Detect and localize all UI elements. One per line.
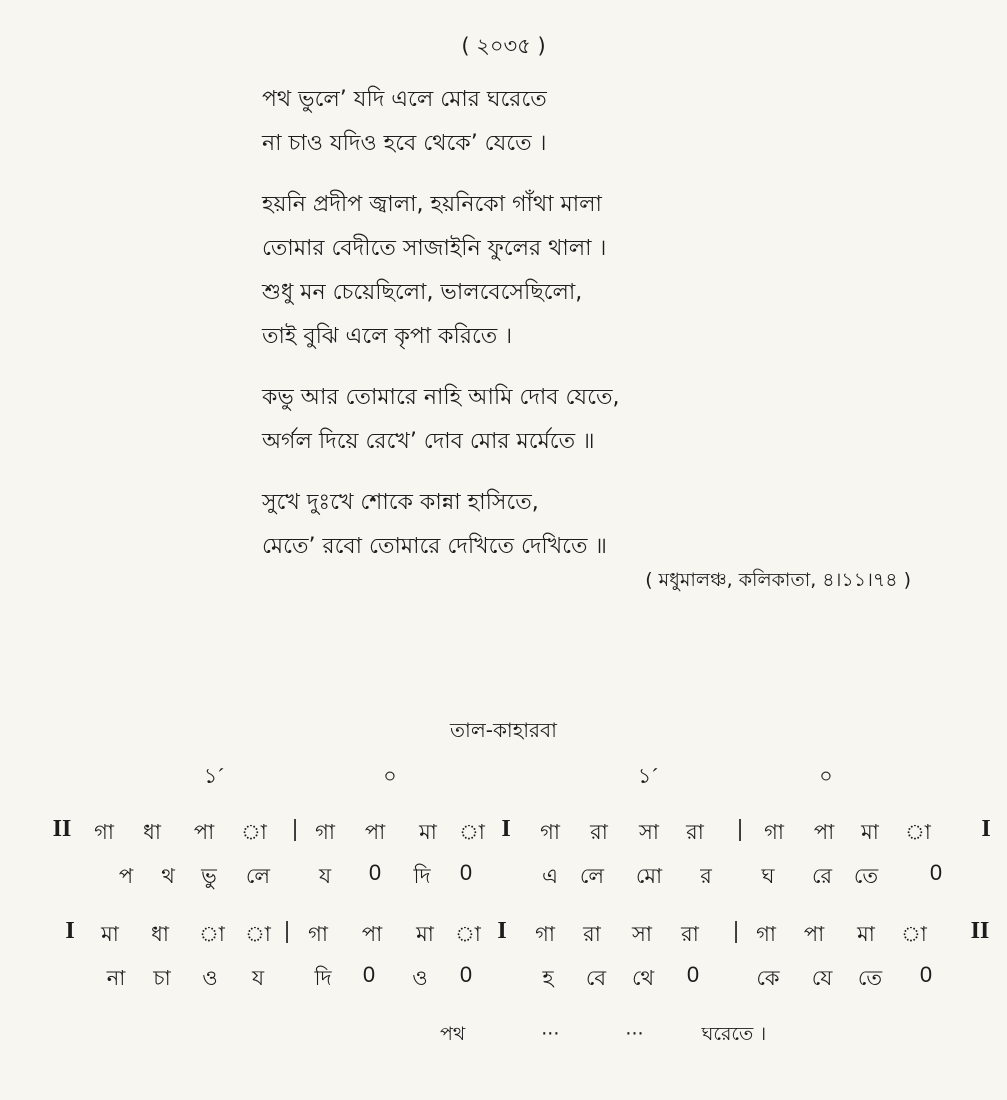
swara-note: গা xyxy=(535,922,555,946)
footer-ellipsis: ··· xyxy=(625,1023,644,1045)
lyrics-block xyxy=(262,78,902,586)
swara-note: গা xyxy=(308,922,328,946)
swara-note: মা xyxy=(419,820,437,844)
lyric-syllable: কে xyxy=(756,966,780,990)
beat-marker: ১´ xyxy=(203,764,225,788)
beat-marker: ০ xyxy=(383,764,397,788)
lyric-syllable: য xyxy=(251,966,265,990)
swara-note: সা xyxy=(639,820,659,844)
lyric-syllable: ভু xyxy=(201,864,217,888)
lyric-syllable: রে xyxy=(811,864,833,888)
rest-mark: 0 xyxy=(686,962,700,987)
swara-note: রা xyxy=(590,820,608,844)
swara-note: পা xyxy=(364,820,386,844)
taal-heading: তাল-কাহারবা xyxy=(450,718,557,742)
bar-line: | xyxy=(284,918,290,944)
rest-mark: 0 xyxy=(459,962,473,987)
swara-note: সা xyxy=(632,922,652,946)
bar-line: I xyxy=(65,918,75,944)
swara-note: া xyxy=(245,922,271,946)
swara-note: া xyxy=(241,820,267,844)
swara-note: রা xyxy=(681,922,699,946)
footer-ellipsis: ··· xyxy=(541,1023,560,1045)
lyric-syllable: লে xyxy=(579,864,605,888)
lyric-line: মেতে’ রবো তোমারে দেখিতে দেখিতে ॥ xyxy=(262,534,607,559)
lyric-syllable: লে xyxy=(245,864,271,888)
stanza xyxy=(262,376,902,464)
song-number: ( ২০৩৫ ) xyxy=(461,34,546,58)
swara-note: া xyxy=(455,922,481,946)
swara-note: া xyxy=(901,922,927,946)
swara-note: পা xyxy=(361,922,383,946)
lyric-syllable: ঘ xyxy=(761,864,775,888)
stanza xyxy=(262,481,902,569)
swara-note: া xyxy=(459,820,485,844)
lyric-syllable: ও xyxy=(412,966,428,990)
bar-line: | xyxy=(733,918,739,944)
swara-note: গা xyxy=(94,820,114,844)
rest-mark: 0 xyxy=(919,962,933,987)
lyric-syllable: এ xyxy=(542,864,558,888)
swara-note: গা xyxy=(315,820,335,844)
lyric-syllable: বে xyxy=(585,966,607,990)
swara-note: রা xyxy=(583,922,601,946)
lyric-syllable: তে xyxy=(853,864,879,888)
footer-start: পথ xyxy=(440,1023,466,1045)
bar-line: II xyxy=(970,918,990,944)
lyric-line: পথ ভুলে’ যদি এলে মোর ঘরেতে xyxy=(262,87,547,112)
footer-end: ঘরেতে । xyxy=(701,1023,767,1045)
lyric-line: তোমার বেদীতে সাজাইনি ফুলের থালা । xyxy=(262,236,607,261)
swara-note: ধা xyxy=(151,922,169,946)
swara-note: া xyxy=(905,820,931,844)
swara-note: মা xyxy=(101,922,119,946)
swara-note: মা xyxy=(857,922,875,946)
bar-line: | xyxy=(737,816,743,842)
bar-line: II xyxy=(52,816,72,842)
swara-note: পা xyxy=(803,922,825,946)
lyric-syllable: য xyxy=(318,864,332,888)
lyric-syllable: থ xyxy=(161,864,175,888)
source-citation: ( মধুমালঞ্চ, কলিকাতা, ৪।১১।৭৪ ) xyxy=(645,569,911,591)
lyric-syllable: দি xyxy=(314,966,332,990)
lyric-syllable: ও xyxy=(202,966,218,990)
lyric-syllable: মো xyxy=(635,864,663,888)
swara-note: রা xyxy=(686,820,704,844)
lyric-syllable: না xyxy=(106,966,126,990)
stanza xyxy=(262,183,902,359)
swara-note: গা xyxy=(756,922,776,946)
swara-note: গা xyxy=(764,820,784,844)
swara-note: ধা xyxy=(143,820,161,844)
swara-note: গা xyxy=(540,820,560,844)
lyric-syllable: চা xyxy=(153,966,171,990)
lyric-syllable: হ xyxy=(542,966,554,990)
rest-mark: 0 xyxy=(459,860,473,885)
swara-note: মা xyxy=(416,922,434,946)
lyric-syllable: দি xyxy=(413,864,431,888)
notation-footer xyxy=(440,1020,766,1052)
lyric-line: কভু আর তোমারে নাহি আমি দোব যেতে, xyxy=(262,385,620,410)
rest-mark: 0 xyxy=(368,860,382,885)
lyric-syllable: তে xyxy=(857,966,883,990)
lyric-syllable: র xyxy=(700,864,712,888)
lyric-line: তাই বুঝি এলে কৃপা করিতে । xyxy=(262,324,513,349)
swara-note: মা xyxy=(861,820,879,844)
rest-mark: 0 xyxy=(929,860,943,885)
lyric-line: সুখে দুঃখে শোকে কান্না হাসিতে, xyxy=(262,490,539,515)
rest-mark: 0 xyxy=(362,962,376,987)
beat-marker: ১´ xyxy=(637,764,659,788)
bar-line: I xyxy=(981,816,991,842)
swara-note: পা xyxy=(813,820,835,844)
swara-note: পা xyxy=(193,820,215,844)
lyric-syllable: থে xyxy=(631,966,655,990)
bar-line: I xyxy=(501,816,511,842)
bar-line: I xyxy=(497,918,507,944)
bar-line: | xyxy=(292,816,298,842)
lyric-line: না চাও যদিও হবে থেকে’ যেতে । xyxy=(262,131,547,156)
lyric-line: শুধু মন চেয়েছিলো, ভালবেসেছিলো, xyxy=(262,280,583,305)
lyric-syllable: প xyxy=(118,864,134,888)
swara-note: া xyxy=(199,922,225,946)
stanza xyxy=(262,78,902,166)
lyric-syllable: যে xyxy=(811,966,833,990)
lyric-line: হয়নি প্রদীপ জ্বালা, হয়নিকো গাঁথা মালা xyxy=(262,192,602,217)
beat-marker: ০ xyxy=(819,764,833,788)
lyric-line: অর্গল দিয়ে রেখে’ দোব মোর মর্মেতে ॥ xyxy=(262,429,595,454)
